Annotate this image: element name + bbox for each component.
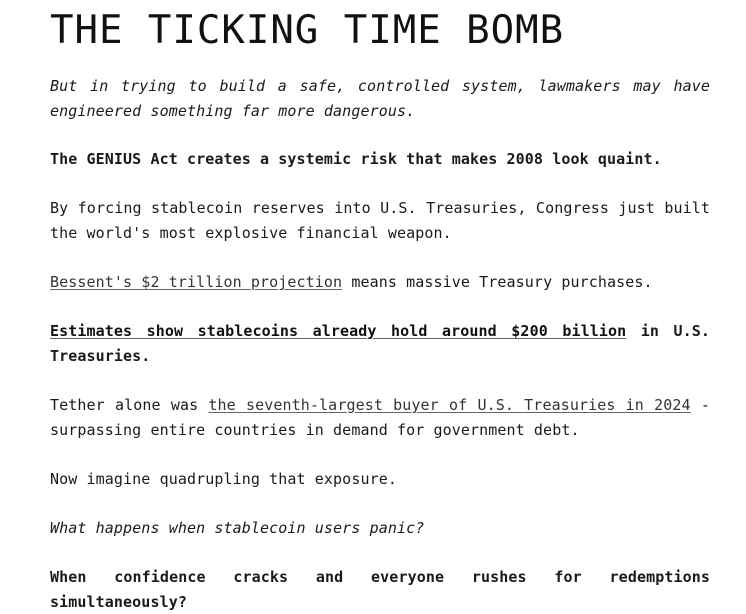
estimates-paragraph-text: in U.S. Treasuries. xyxy=(50,322,710,365)
forcing-paragraph: By forcing stablecoin reserves into U.S. Treasuries, Congress just built the world's most explosive financial weapon. xyxy=(50,199,710,242)
bessent-paragraph xyxy=(50,270,710,295)
bessent-projection-link[interactable]: Bessent's $2 trillion projection xyxy=(50,273,343,291)
article xyxy=(50,0,710,611)
tether-paragraph-tail: - surpassing entire countries in demand for government debt. xyxy=(50,396,710,439)
tether-buyer-link[interactable]: the seventh-largest buyer of U.S. Treasuries in 2024 xyxy=(208,396,691,414)
quadrupling-paragraph: Now imagine quadrupling that exposure. xyxy=(50,470,397,488)
article-title: THE TICKING TIME BOMB xyxy=(50,8,565,53)
tether-paragraph-lead: Tether alone was xyxy=(50,396,209,414)
estimates-link[interactable]: Estimates show stablecoins already hold around $200 billion xyxy=(50,322,627,340)
bessent-paragraph-text: means massive Treasury purchases. xyxy=(342,273,653,291)
genius-act-paragraph: The GENIUS Act creates a systemic risk that makes 2008 look quaint. xyxy=(50,150,662,168)
estimates-paragraph xyxy=(50,319,710,368)
tether-paragraph xyxy=(50,393,710,442)
redemptions-question: When confidence cracks and everyone rushes for redemptions simultaneously? xyxy=(50,568,710,611)
panic-question: What happens when stablecoin users panic? xyxy=(50,519,425,537)
intro-paragraph: But in trying to build a safe, controlled system, lawmakers may have engineered something far more dangerous. xyxy=(50,77,710,120)
